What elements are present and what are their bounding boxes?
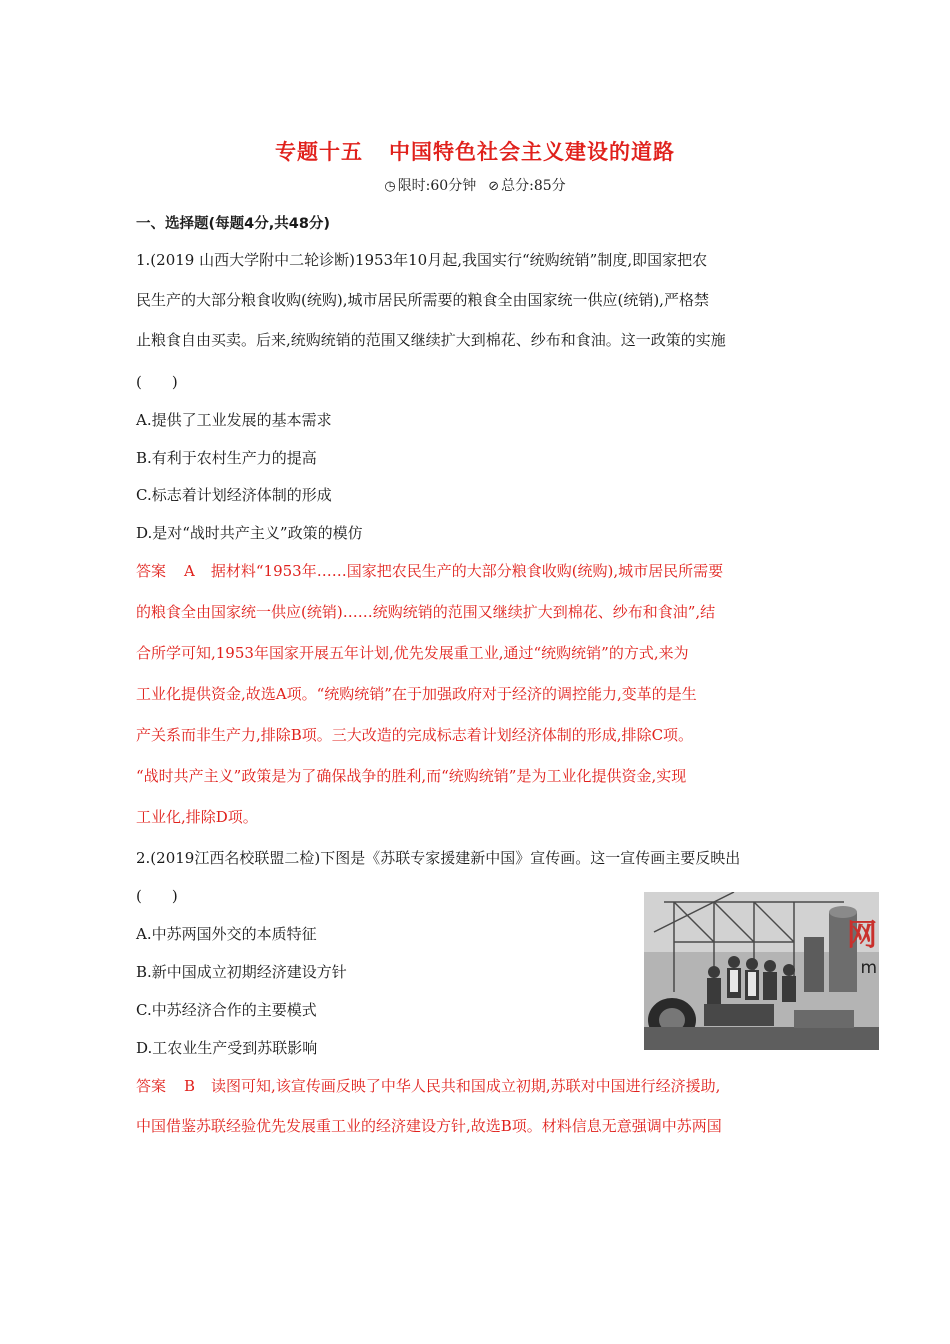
answer-letter: A bbox=[184, 562, 195, 580]
q1-option-d: D.是对“战时共产主义”政策的模仿 bbox=[136, 524, 363, 542]
q2-blank: ( ) bbox=[136, 887, 178, 905]
q1-stem-line-3: 止粮食自由买卖。后来,统购统销的范围又继续扩大到棉花、纱布和食油。这一政策的实施 bbox=[136, 331, 726, 349]
q1-answer-line-7: 工业化,排除D项。 bbox=[136, 808, 258, 826]
answer-text: 据材料“1953年……国家把农民生产的大部分粮食收购(统购),城市居民所需要 bbox=[210, 562, 724, 580]
q2-option-b: B.新中国成立初期经济建设方针 bbox=[136, 963, 347, 981]
watermark-text-2: m bbox=[860, 958, 877, 978]
clock-icon: ◷ bbox=[384, 179, 396, 194]
title-part-2: 中国特色社会主义建设的道路 bbox=[389, 140, 675, 164]
watermark-text: 网 bbox=[847, 918, 877, 953]
answer-tag: 答案 bbox=[136, 562, 167, 580]
propaganda-poster-image bbox=[644, 892, 879, 1050]
q1-answer-line-6: “战时共产主义”政策是为了确保战争的胜利,而“统购统销”是为工业化提供资金,实现 bbox=[136, 767, 687, 785]
q1-answer-line-4: 工业化提供资金,故选A项。“统购统销”在于加强政府对于经济的调控能力,变革的是生 bbox=[136, 685, 697, 703]
q1-option-b: B.有利于农村生产力的提高 bbox=[136, 449, 317, 467]
q1-answer-line-5: 产关系而非生产力,排除B项。三大改造的完成标志着计划经济体制的形成,排除C项。 bbox=[136, 726, 694, 744]
q2-answer-line-2: 中国借鉴苏联经验优先发展重工业的经济建设方针,故选B项。材料信息无意强调中苏两国 bbox=[136, 1117, 722, 1135]
check-circle-icon: ⊘ bbox=[488, 179, 500, 194]
q1-stem-line-1: 1.(2019 山西大学附中二轮诊断)1953年10月起,我国实行“统购统销”制度,即国家把农 bbox=[136, 251, 708, 269]
q1-stem-line-2: 民生产的大部分粮食收购(统购),城市居民所需要的粮食全由国家统一供应(统销),严格禁 bbox=[136, 291, 709, 309]
q1-answer-line-2: 的粮食全由国家统一供应(统销)……统购统销的范围又继续扩大到棉花、纱布和食油”,结 bbox=[136, 603, 716, 621]
q2-stem-line-1: 2.(2019江西名校联盟二检)下图是《苏联专家援建新中国》宣传画。这一宣传画主要反映出 bbox=[136, 849, 741, 867]
q2-option-a: A.中苏两国外交的本质特征 bbox=[136, 925, 317, 943]
q2-option-d: D.工农业生产受到苏联影响 bbox=[136, 1039, 318, 1057]
q1-answer-line-1 bbox=[136, 561, 723, 581]
q1-answer-line-3: 合所学可知,1953年国家开展五年计划,优先发展重工业,通过“统购统销”的方式,来为 bbox=[136, 644, 689, 662]
total-score: 总分:85分 bbox=[501, 178, 566, 194]
section-heading: 一、选择题(每题4分,共48分) bbox=[136, 216, 331, 232]
exam-meta bbox=[0, 175, 950, 195]
answer-tag: 答案 bbox=[136, 1077, 167, 1095]
time-limit: 限时:60分钟 bbox=[397, 178, 477, 194]
answer-text: 读图可知,该宣传画反映了中华人民共和国成立初期,苏联对中国进行经济援助, bbox=[211, 1077, 721, 1095]
q1-blank: ( ) bbox=[136, 373, 178, 391]
q2-answer-line-1 bbox=[136, 1076, 720, 1096]
answer-letter: B bbox=[184, 1077, 196, 1095]
q1-option-c: C.标志着计划经济体制的形成 bbox=[136, 486, 332, 504]
q2-option-c: C.中苏经济合作的主要模式 bbox=[136, 1001, 317, 1019]
q1-option-a: A.提供了工业发展的基本需求 bbox=[136, 411, 332, 429]
page-title bbox=[0, 136, 950, 166]
title-part-1: 专题十五 bbox=[275, 140, 363, 164]
